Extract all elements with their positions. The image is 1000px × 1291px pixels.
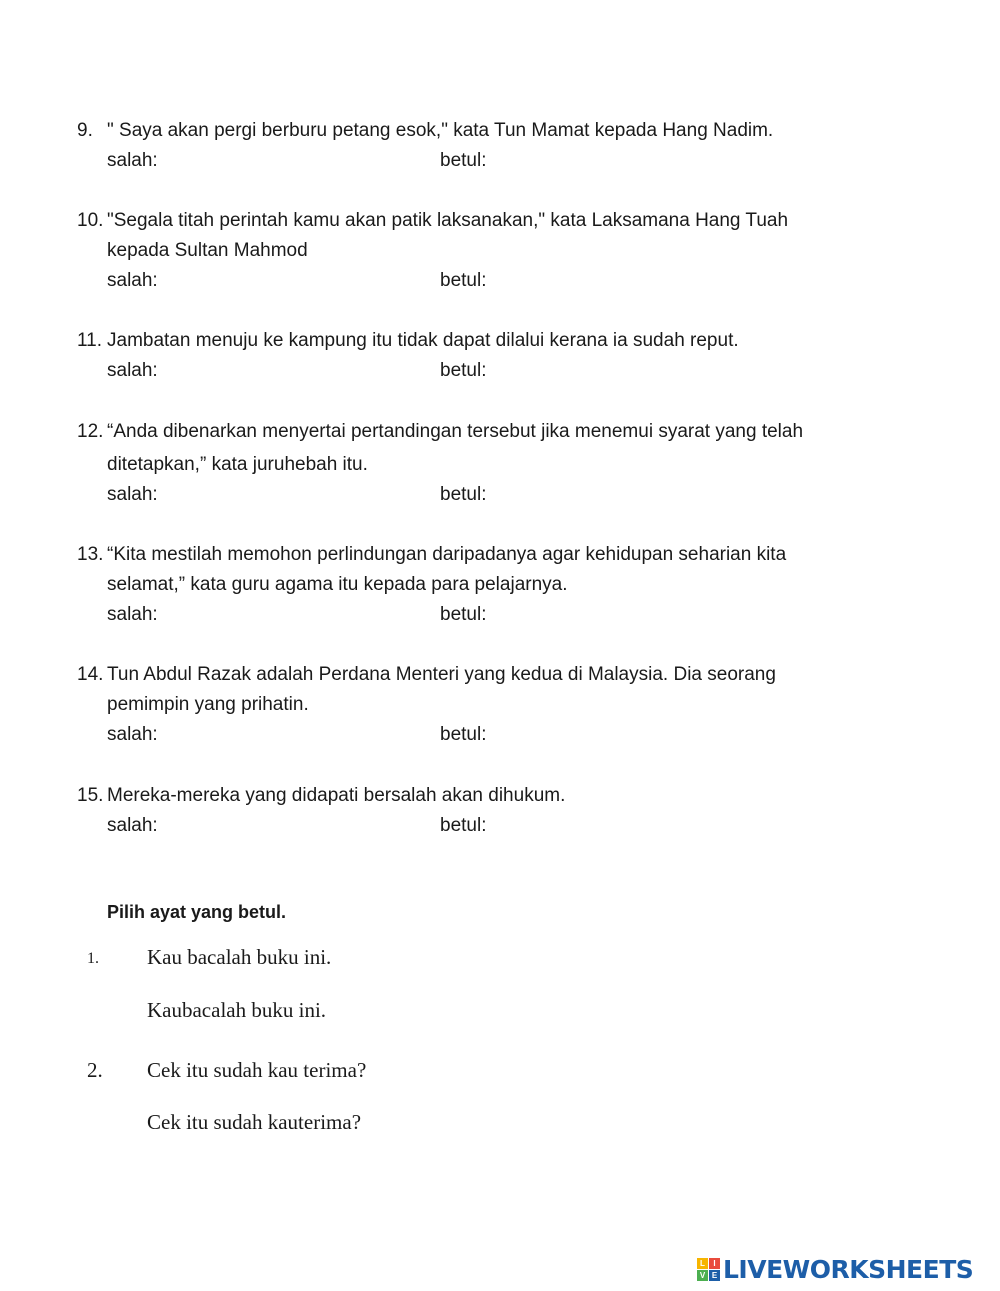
salah-label: salah: [107, 270, 158, 291]
question-12 [77, 417, 957, 510]
item-number: 1. [87, 950, 99, 967]
question-text-continued: kepada Sultan Mahmod [107, 240, 308, 261]
salah-label: salah: [107, 150, 158, 171]
question-text: "Segala titah perintah kamu akan patik laksanakan," kata Laksamana Hang Tuah [107, 210, 789, 231]
salah-label: salah: [107, 815, 158, 836]
option-text: Cek itu sudah kau terima? [147, 1058, 367, 1082]
question-number: 10. [77, 210, 104, 231]
question-15 [77, 781, 957, 841]
question-text: “Kita mestilah memohon perlindungan daripadanya agar kehidupan seharian kita [107, 544, 787, 565]
option-text: Kaubacalah buku ini. [147, 998, 327, 1022]
question-text-continued: pemimpin yang prihatin. [107, 694, 309, 715]
logo-icon-letter: I [709, 1258, 720, 1269]
betul-label: betul: [440, 360, 487, 381]
question-text-continued: ditetapkan,” kata juruhebah itu. [107, 454, 368, 475]
answer-row [77, 146, 957, 176]
salah-label: salah: [107, 724, 158, 745]
question-number: 13. [77, 544, 104, 565]
question-number: 9. [77, 120, 93, 141]
logo-icon-letter: L [697, 1258, 708, 1269]
answer-row [77, 356, 957, 386]
salah-label: salah: [107, 360, 158, 381]
answer-row [77, 480, 957, 510]
option-text: Cek itu sudah kauterima? [147, 1110, 362, 1134]
logo-icon-letter: V [697, 1270, 708, 1281]
answer-row [77, 720, 957, 750]
question-10 [77, 206, 957, 296]
answer-row [77, 600, 957, 630]
logo-text: LIVEWORKSHEETS [723, 1254, 974, 1284]
salah-label: salah: [107, 484, 158, 505]
betul-label: betul: [440, 150, 487, 171]
betul-label: betul: [440, 484, 487, 505]
option-text: Kau bacalah buku ini. [147, 945, 332, 969]
question-number: 12. [77, 421, 104, 442]
question-11 [77, 326, 957, 386]
question-text: Mereka-mereka yang didapati bersalah akan dihukum. [107, 785, 566, 806]
question-text: Jambatan menuju ke kampung itu tidak dapat dilalui kerana ia sudah reput. [107, 330, 739, 351]
question-number: 15. [77, 785, 104, 806]
question-9 [77, 116, 957, 176]
section-heading: Pilih ayat yang betul. [107, 902, 287, 922]
question-number: 11. [77, 330, 103, 351]
salah-label: salah: [107, 604, 158, 625]
liveworksheets-logo-icon [697, 1258, 720, 1281]
answer-row [77, 266, 957, 296]
answer-row [77, 811, 957, 841]
question-text: Tun Abdul Razak adalah Perdana Menteri yang kedua di Malaysia. Dia seorang [107, 664, 776, 685]
question-text-continued: selamat,” kata guru agama itu kepada para pelajarnya. [107, 574, 568, 595]
betul-label: betul: [440, 815, 487, 836]
betul-label: betul: [440, 604, 487, 625]
betul-label: betul: [440, 270, 487, 291]
item-number: 2. [87, 1058, 103, 1082]
betul-label: betul: [440, 724, 487, 745]
question-number: 14. [77, 664, 104, 685]
question-text: " Saya akan pergi berburu petang esok," kata Tun Mamat kepada Hang Nadim. [107, 120, 774, 141]
logo-icon-letter: E [709, 1270, 720, 1281]
liveworksheets-logo [697, 1252, 973, 1286]
question-13 [77, 540, 957, 630]
question-text: “Anda dibenarkan menyertai pertandingan tersebut jika menemui syarat yang telah [107, 421, 804, 442]
question-14 [77, 660, 957, 750]
